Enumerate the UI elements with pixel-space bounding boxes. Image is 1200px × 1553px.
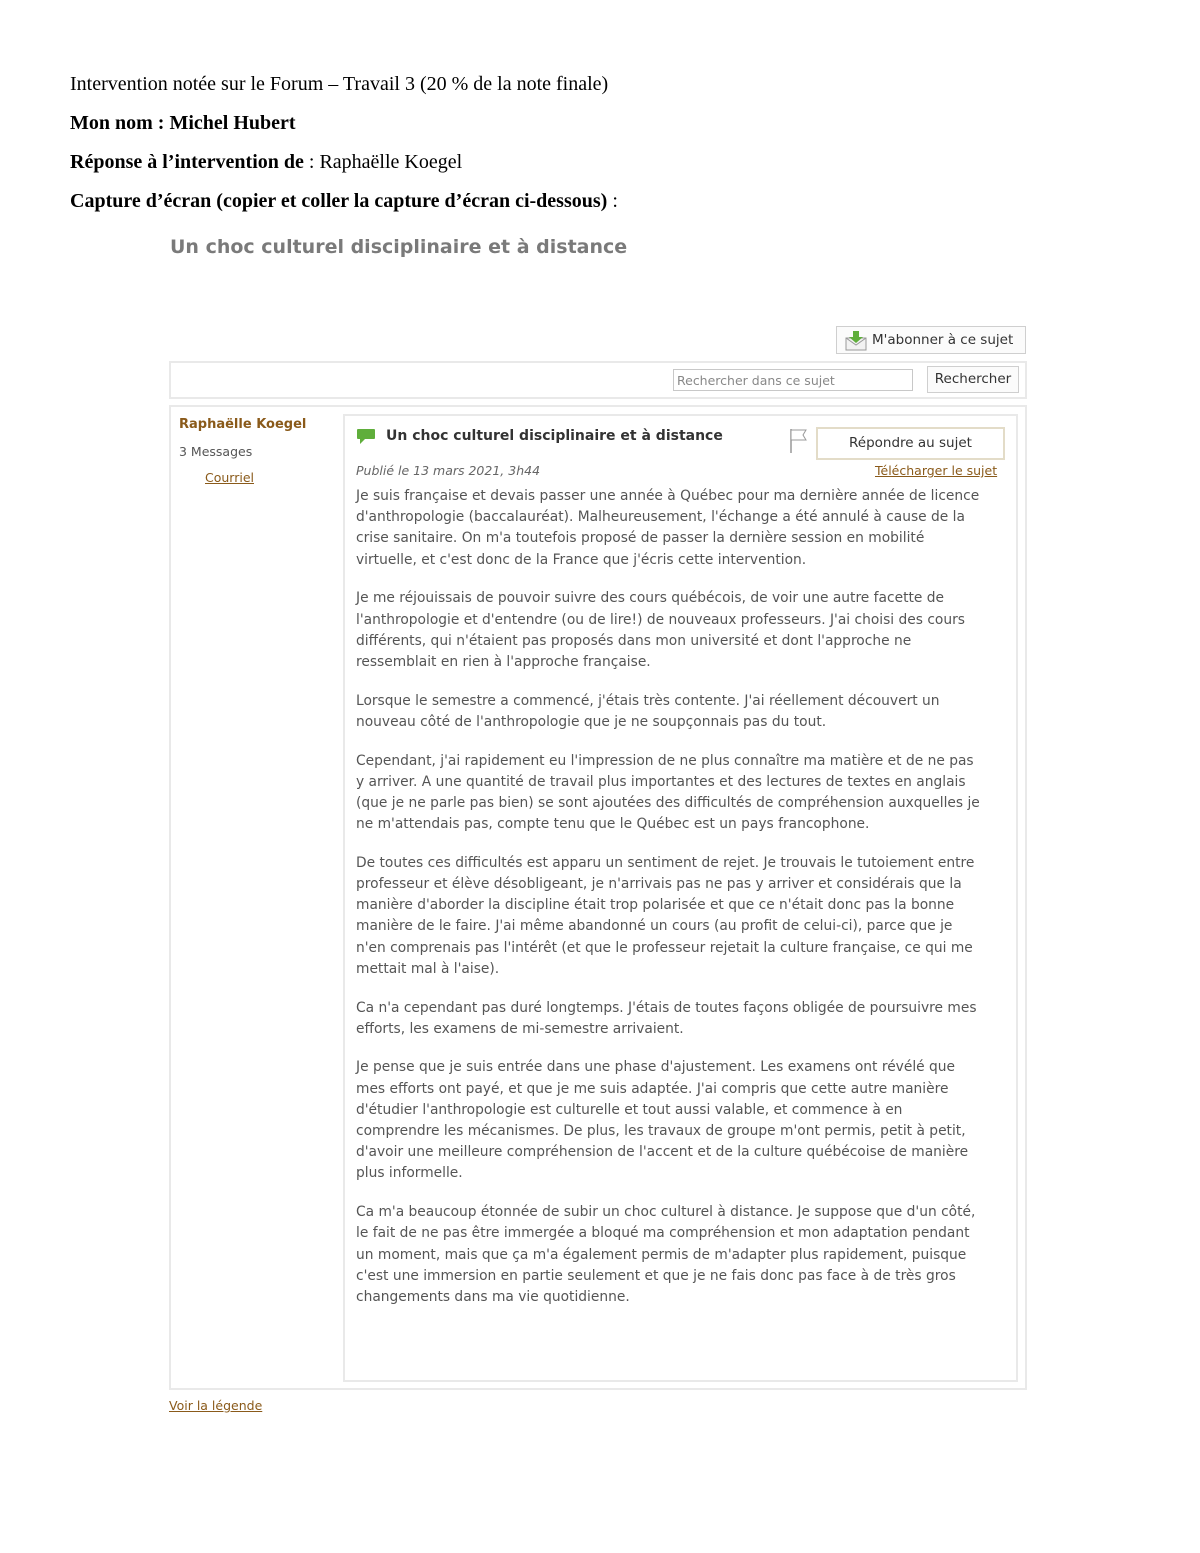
document-header — [70, 70, 1130, 226]
legend-link[interactable]: Voir la légende — [169, 1398, 263, 1413]
flag-icon[interactable] — [789, 428, 809, 454]
post-paragraph: Cependant, j'ai rapidement eu l'impression de ne plus connaître ma matière et de ne pas y arriver. A une quantité de travail plus importantes et des lectures de textes en anglais (que je ne parle pas bien) se sont ajoutées des difficultés de compréhension auxquelles je ne m'attendais pas, compte tenu que le Québec est un pays francophone. — [356, 752, 980, 833]
download-topic-link[interactable]: Télécharger le sujet — [875, 463, 998, 478]
search-input[interactable] — [673, 369, 913, 391]
speech-bubble-icon — [356, 428, 376, 446]
post-date: Publié le 13 mars 2021, 3h44 — [356, 463, 541, 478]
post-paragraph: Ca n'a cependant pas duré longtemps. J'étais de toutes façons obligée de poursuivre mes efforts, les examens de mi-semestre arrivaient. — [356, 999, 977, 1037]
post-paragraph: Je suis française et devais passer une année à Québec pour ma dernière année de licence d'anthropologie (baccalauréat). Malheureusement, l'échange a été annulé à cause de la crise sanitaire. On m'a toutefois proposé de passer la dernière session en mobilité virtuelle, et c'est donc de la France que j'écris cette intervention. — [356, 488, 980, 568]
post-paragraph: Je pense que je suis entrée dans une phase d'ajustement. Les examens ont révélé que mes efforts ont payé, et que je me suis adaptée. J'ai compris que cette autre manière d'étudier l'anthropologie est culturelle et tout aussi valable, et commence à en comprendre les mécanismes. De plus, les travaux de groupe m'ont permis, petit à petit, d'avoir une meilleure compréhension de l'accent et de la culture québécoise de manière plus informelle. — [356, 1059, 969, 1182]
post-paragraph: Ca m'a beaucoup étonnée de subir un choc culturel à distance. Je suppose que d'un côté, le fait de ne pas être immergée a bloqué ma compréhension et mon adaptation pendant un moment, mais que ça m'a également permis de m'adapter plus rapidement, puisque c'est une immersion en partie seulement et que je ne fais donc pas face à de très gros changements dans ma vie quotidienne. — [356, 1204, 976, 1305]
post-body — [356, 486, 981, 1326]
name-label: Mon nom : — [70, 112, 165, 134]
post-paragraph: De toutes ces difficultés est apparu un sentiment de rejet. Je trouvais le tutoiement entre professeur et élève désobligeant, je n'arrivais pas ne pas y arriver et considérais que la manière d'aborder la discipline était trop polarisée et que ce n'était donc pas la bonne manière de le faire. J'ai même abandonné un cours (au profit de celui-ci), parce que je n'en comprenais pas l'intérêt (et que le professeur rejetait la culture française, ce qui me mettait mal à l'aise). — [356, 854, 975, 977]
subscribe-label: M'abonner à ce sujet — [872, 332, 1014, 348]
capture-line — [70, 187, 1130, 226]
reply-separator: : — [303, 151, 320, 173]
author-email-link[interactable]: Courriel — [205, 470, 254, 485]
reply-value: Raphaëlle Koegel — [319, 151, 463, 173]
reply-button[interactable]: Répondre au sujet — [816, 427, 1005, 460]
capture-label: Capture d’écran (copier et coller la capture d’écran ci-dessous) — [70, 190, 608, 212]
post-title: Un choc culturel disciplinaire et à distance — [386, 428, 723, 444]
reply-line — [70, 148, 1130, 187]
name-value: Michel Hubert — [169, 112, 296, 134]
name-line — [70, 109, 1130, 148]
post-paragraph: Lorsque le semestre a commencé, j'étais très contente. J'ai réellement découvert un nouveau côté de l'anthropologie que je ne soupçonnais pas du tout. — [356, 692, 940, 730]
capture-separator: : — [607, 190, 618, 212]
assignment-title: Intervention notée sur le Forum – Travail 3 (20 % de la note finale) — [70, 73, 609, 95]
search-button[interactable]: Rechercher — [927, 366, 1019, 393]
author-post-count: 3 Messages — [179, 444, 253, 459]
author-name[interactable]: Raphaëlle Koegel — [179, 417, 307, 432]
post-paragraph: Je me réjouissais de pouvoir suivre des cours québécois, de voir une autre facette de l'anthropologie et d'entendre (ou de lire!) de nouveaux professeurs. J'ai choisi des cours différents, qui n'étaient pas proposés dans mon université et dont l'approche ne ressemblait en rien à l'approche française. — [356, 590, 965, 670]
assignment-line — [70, 70, 1130, 109]
subscribe-button[interactable] — [836, 326, 1026, 354]
subscribe-icon — [845, 331, 865, 349]
topic-title: Un choc culturel disciplinaire et à distance — [170, 236, 628, 258]
reply-label: Réponse à l’intervention de — [70, 151, 304, 173]
